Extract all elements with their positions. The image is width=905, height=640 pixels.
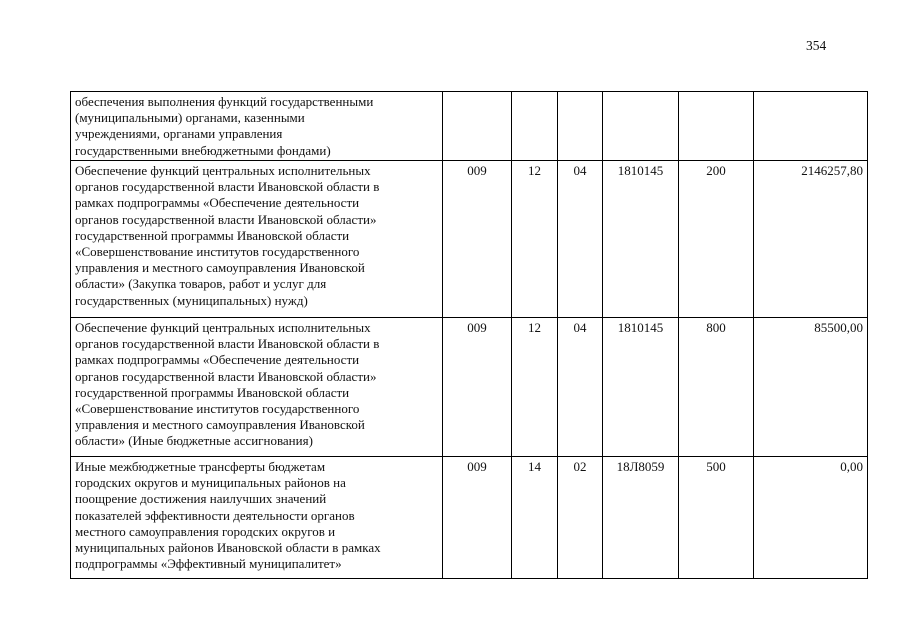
amount-cell: 2146257,80 bbox=[754, 161, 868, 318]
subsection-code-cell: 02 bbox=[558, 457, 603, 579]
table-row bbox=[71, 92, 868, 161]
admin-code-cell bbox=[443, 92, 512, 161]
table-row bbox=[71, 161, 868, 318]
page-number: 354 bbox=[806, 38, 827, 53]
amount-cell bbox=[754, 92, 868, 161]
expense-type-cell: 500 bbox=[679, 457, 754, 579]
row-description: Обеспечение функций центральных исполнительных органов государственной власти Ивановской области в рамках подпрограммы «Обеспечение деятельности органов государственной власти Ивановской области» государственной программы Ивановской области «Совершенствование институтов государственного управления и местного самоуправления Ивановской области» (Иные бюджетные ассигнования) bbox=[71, 318, 443, 457]
expense-type-cell: 800 bbox=[679, 318, 754, 457]
section-code-cell: 12 bbox=[512, 318, 558, 457]
subsection-code-cell bbox=[558, 92, 603, 161]
table-row bbox=[71, 318, 868, 457]
section-code-cell: 12 bbox=[512, 161, 558, 318]
admin-code-cell: 009 bbox=[443, 161, 512, 318]
amount-cell: 0,00 bbox=[754, 457, 868, 579]
subsection-code-cell: 04 bbox=[558, 161, 603, 318]
target-article-cell: 1810145 bbox=[603, 318, 679, 457]
admin-code-cell: 009 bbox=[443, 318, 512, 457]
row-description: Иные межбюджетные трансферты бюджетам городских округов и муниципальных районов на поощрение достижения наилучших значений показателей эффективности деятельности органов местного самоуправления городских округов и муниципальных районов Ивановской области в рамках подпрограммы «Эффективный муниципалитет» bbox=[71, 457, 443, 579]
target-article-cell: 1810145 bbox=[603, 161, 679, 318]
table-row bbox=[71, 457, 868, 579]
section-code-cell bbox=[512, 92, 558, 161]
amount-cell: 85500,00 bbox=[754, 318, 868, 457]
subsection-code-cell: 04 bbox=[558, 318, 603, 457]
budget-table bbox=[70, 91, 868, 579]
target-article-cell: 18Л8059 bbox=[603, 457, 679, 579]
section-code-cell: 14 bbox=[512, 457, 558, 579]
target-article-cell bbox=[603, 92, 679, 161]
expense-type-cell: 200 bbox=[679, 161, 754, 318]
row-description: Обеспечение функций центральных исполнительных органов государственной власти Ивановской области в рамках подпрограммы «Обеспечение деятельности органов государственной власти Ивановской области» государственной программы Ивановской области «Совершенствование институтов государственного управления и местного самоуправления Ивановской области» (Закупка товаров, работ и услуг для государственных (муниципальных) нужд) bbox=[71, 161, 443, 318]
row-description: обеспечения выполнения функций государственными (муниципальными) органами, казенными учреждениями, органами управления государственными внебюджетными фондами) bbox=[71, 92, 443, 161]
expense-type-cell bbox=[679, 92, 754, 161]
admin-code-cell: 009 bbox=[443, 457, 512, 579]
